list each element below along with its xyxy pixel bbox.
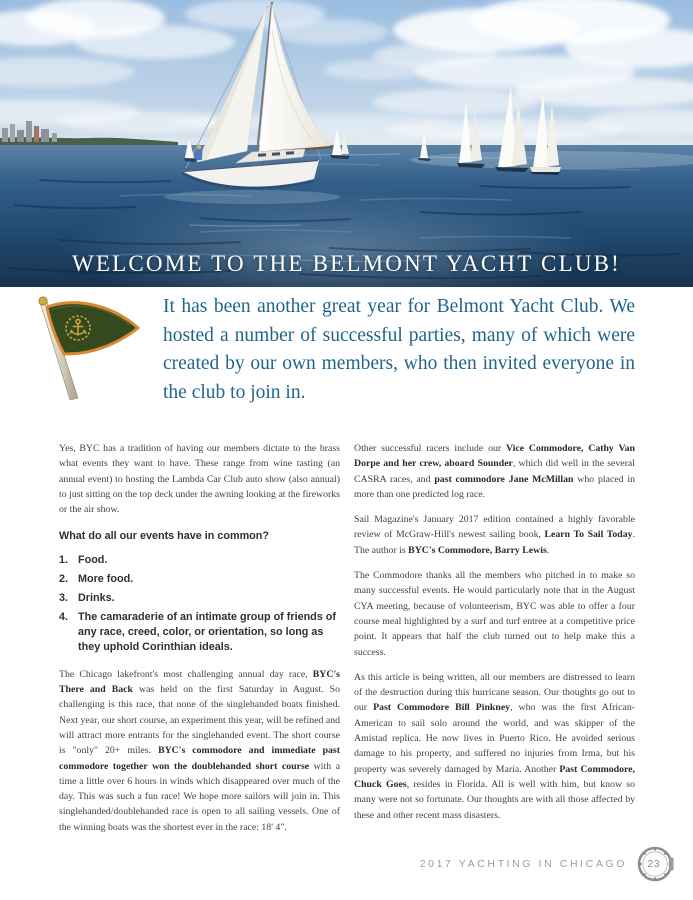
paragraph: As this article is being written, all our members are distressed to learn of the destruction during this hurricane season. Our thoughts go out to our Past Commodore Bill Pinkney, who was the first African-American to sail solo around the world, and was skipper of the Amistad replica. He now lives in Puerto Rico. He avoided serious damage to his property, and suffered no injuries from Irma, but his property was severely damaged by Maria. Another Past Commodore, Chuck Goes, resides in Florida. All is well with him, but know so many were not so fortunate. Our thoughts are with all those affected by these and other recent mass disasters. — [354, 671, 635, 821]
list-item: 3. Drinks. — [59, 591, 115, 604]
clouds — [0, 0, 693, 143]
paragraph: The Commodore thanks all the members who pitched in to make so many successful events. He would particularly note that in the August CYA meeting, because of volunteerism, BYC was able to offer a four course meal highlighted by a surf and turf entree at a competitive price point. It appears that half the club turned out to help make this a success. — [354, 570, 635, 658]
sailing-photo-art — [0, 0, 693, 287]
page-number: 23 — [647, 858, 661, 870]
intro-paragraph: It has been another great year for Belmont Yacht Club. We hosted a number of successful parties, many of which were created by our own members, who then invited everyone in the club to join in. — [163, 296, 635, 403]
section-heading: What do all our events have in common? — [59, 530, 269, 543]
article-column-left — [59, 441, 340, 845]
page-footer — [420, 845, 674, 883]
article-columns — [59, 441, 635, 845]
list-item: 4. The camaraderie of an intimate group of friends of any race, creed, color, or orientation, so long as they uphold Corinthian ideals. — [59, 610, 336, 653]
list-item: 1. Food. — [59, 553, 108, 566]
club-burgee-flag-icon — [26, 295, 151, 405]
page-number-porthole — [636, 845, 674, 883]
paragraph: The Chicago lakefront's most challenging annual day race, BYC's There and Back was held on the first Saturday in August. So challenging is this race, that none of the singlehanded boats finished. Next year, our short course, an experiment this year, will be refined and will attract more entrants for the singlehanded event. The short course is "only" 20+ miles. BYC's commodore and immediate past commodore together won the doublehanded short course with a time a little over 6 hours in winds which disappeared over much of the day. This was such a fun race! We hope more sailors will join in. This singlehanded/doublehanded race is open to all sailing vessels. One of the winning boats was the shortest ever in the race: 18' 4". — [59, 668, 341, 833]
footer-text: 2017 YACHTING IN CHICAGO — [419, 858, 627, 870]
article-column-right — [354, 441, 635, 833]
hero-title: WELCOME TO THE BELMONT YACHT CLUB! — [71, 251, 622, 276]
list-item: 2. More food. — [59, 572, 134, 585]
intro-section — [0, 293, 693, 415]
hero-photo — [0, 0, 693, 287]
paragraph: Other successful racers include our Vice Commodore, Cathy Van Dorpe and her crew, aboard Sounder, which did well in the several CASRA races, and past commodore Jane McMillan who placed in more than one predicted log race. — [354, 443, 636, 500]
paragraph: Sail Magazine's January 2017 edition contained a highly favorable review of McGraw-Hill's newest sailing book, Learn To Sail Today. The author is BYC's Commodore, Barry Lewis. — [354, 514, 635, 556]
events-list — [59, 553, 340, 655]
paragraph: Yes, BYC has a tradition of having our members dictate to the brass what events they want to have. These range from wine tasting (an annual event) to hosting the Lambda Car Club auto show (also annual) to just sitting on the top deck under the awning looking at the fireworks or the air show. — [59, 443, 340, 516]
